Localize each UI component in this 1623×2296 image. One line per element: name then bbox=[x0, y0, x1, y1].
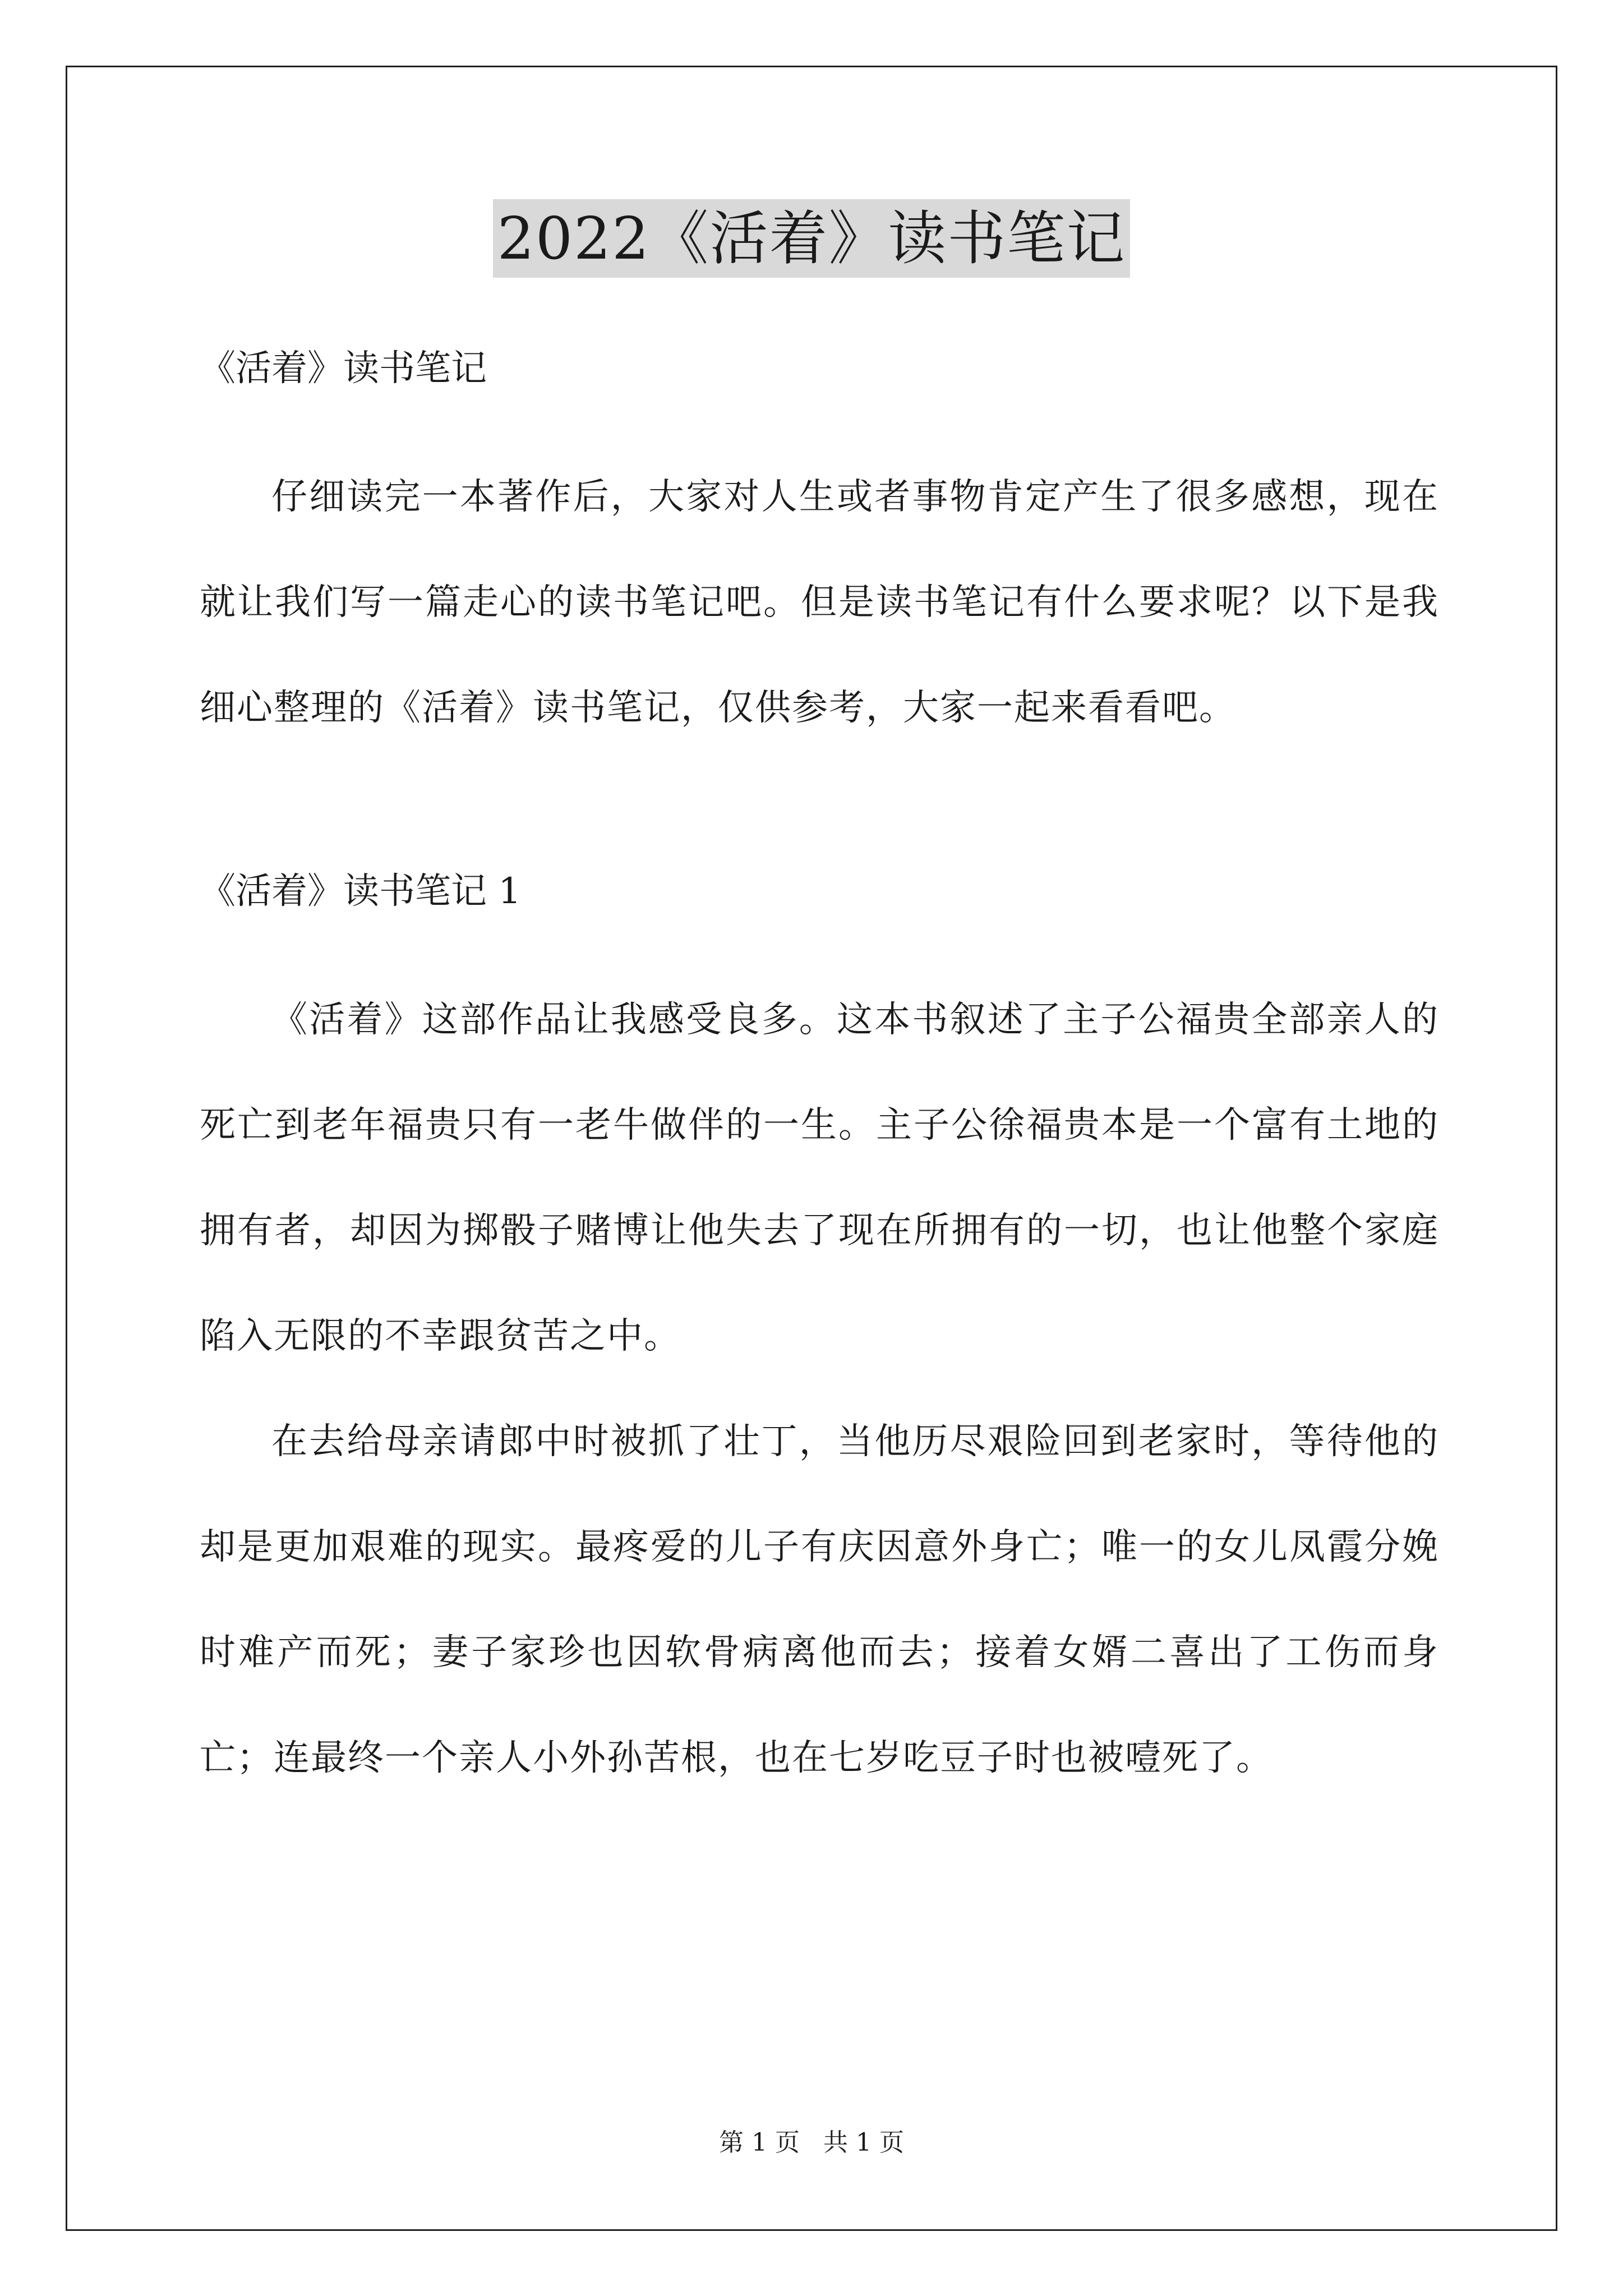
body-paragraph: 《活着》这部作品让我感受良多。这本书叙述了主子公福贵全部亲人的死亡到老年福贵只有一老牛做伴的一生。主子公徐福贵本是一个富有土地的拥有者，却因为掷骰子赌博让他失去了现在所拥有的一切，也让他整个家庭陷入无限的不幸跟贫苦之中。 bbox=[200, 999, 1439, 1357]
page-footer: 第 1 页 共 1 页 bbox=[719, 2128, 904, 2157]
section-heading-1: 《活着》读书笔记 1 bbox=[200, 871, 522, 912]
document-body bbox=[200, 342, 1439, 1811]
document-title: 2022《活着》读书笔记 bbox=[493, 199, 1131, 278]
intro-heading: 《活着》读书笔记 bbox=[200, 348, 487, 389]
intro-paragraph: 仔细读完一本著作后，大家对人生或者事物肯定产生了很多感想，现在就让我们写一篇走心的读书笔记吧。但是读书笔记有什么要求呢？以下是我细心整理的《活着》读书笔记，仅供参考，大家一起来看看吧。 bbox=[200, 476, 1439, 729]
body-paragraph: 在去给母亲请郎中时被抓了壮丁，当他历尽艰险回到老家时，等待他的却是更加艰难的现实。最疼爱的儿子有庆因意外身亡；唯一的女儿凤霞分娩时难产而死；妻子家珍也因软骨病离他而去；接着女婿二喜出了工伤而身亡；连最终一个亲人小外孙苦根，也在七岁吃豆子时也被噎死了。 bbox=[200, 1421, 1439, 1779]
title-container bbox=[0, 199, 1623, 278]
